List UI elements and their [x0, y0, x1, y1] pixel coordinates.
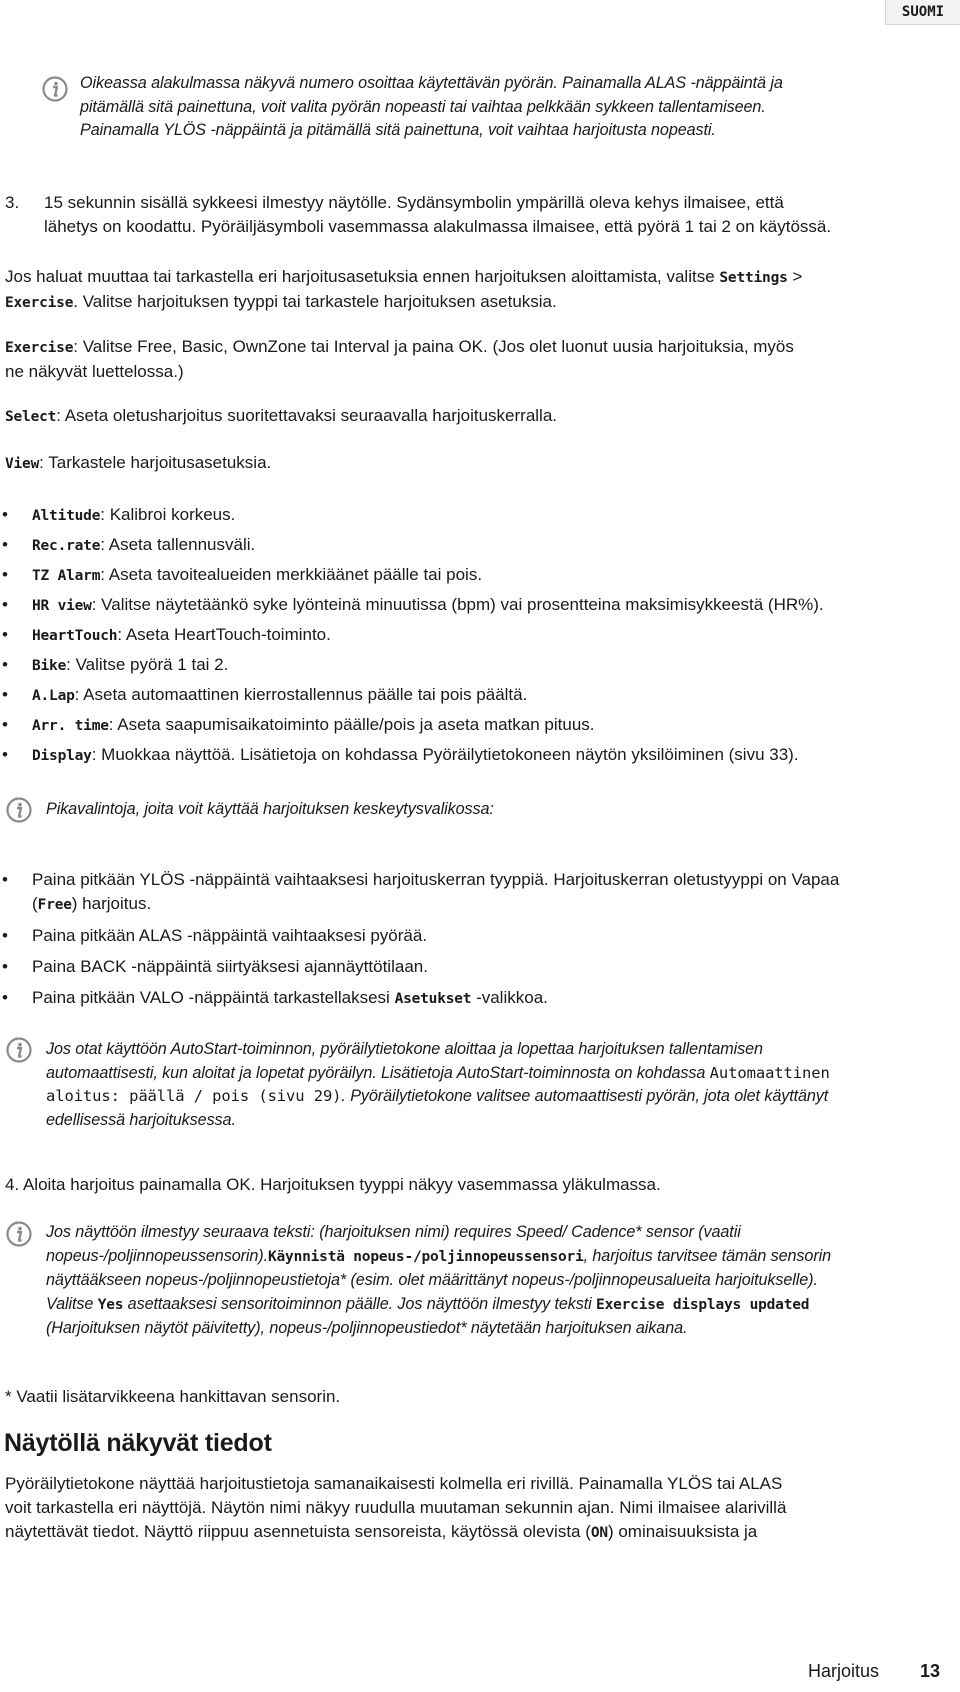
text: : Valitse näytetäänkö syke lyönteinä minuutissa (bpm) vai prosentteina maksimisykkeestä (HR%).	[91, 595, 824, 614]
menu-term-settings: Settings	[719, 270, 788, 286]
info-icon	[6, 1221, 30, 1245]
text: : Muokkaa näyttöä. Lisätietoja on kohdassa Pyöräilytietokoneen näytön yksilöiminen (sivu 33).	[91, 745, 799, 764]
settings-paragraph	[5, 265, 950, 315]
text-line: voit tarkastella eri näyttöjä. Näytön nimi näkyy ruudulla muutaman sekunnin ajan. Nimi ilmaisee alarivillä	[5, 1498, 787, 1517]
note-line: pitämällä sitä painettuna, voit valita pyörän nopeasti tai vaihtaa pelkkään sykkeen tallentamiseen.	[80, 97, 766, 116]
note-line: Jos näyttöön ilmestyy seuraava teksti: (harjoituksen nimi) requires Speed/ Cadence* sensor (vaatii	[46, 1223, 741, 1241]
menu-term: Altitude	[32, 508, 101, 524]
note-autostart	[46, 1038, 951, 1132]
menu-term-asetukset: Asetukset	[394, 991, 472, 1007]
menu-term-exercise: Exercise	[5, 295, 74, 311]
list-item: • Display: Muokkaa näyttöä. Lisätietoja on kohdassa Pyöräilytietokoneen näytön yksilöiminen (sivu 33).	[2, 745, 799, 764]
note-shortcuts-title: Pikavalintoja, joita voit käyttää harjoituksen keskeytysvalikossa:	[46, 800, 494, 818]
list-item: • Arr. time: Aseta saapumisaikatoiminto päälle/pois ja aseta matkan pituus.	[2, 715, 595, 734]
menu-term-free: Free	[37, 897, 72, 913]
text: ) harjoitus.	[71, 894, 152, 913]
display-message: Exercise displays updated	[596, 1296, 810, 1313]
text: : Aseta tavoitealueiden merkkiäänet päälle tai pois.	[100, 565, 483, 584]
list-item: • Paina pitkään YLÖS -näppäintä vaihtaaksesi harjoituskerran tyyppiä. Harjoituskerran oletustyyppi on Vapaa (Free) harjoitus.	[0, 868, 950, 917]
text: , harjoitus tarvitsee tämän sensorin	[583, 1246, 832, 1265]
link-reference: aloitus: päällä / pois (sivu 29)	[46, 1087, 342, 1105]
text: Valitse	[46, 1294, 98, 1313]
text-line	[5, 1520, 955, 1545]
note-line: Painamalla YLÖS -näppäintä ja pitämällä sitä painettuna, voit vaihtaa harjoitusta nopeasti.	[80, 121, 716, 139]
note-line: näyttääkseen nopeus-/poljinnopeustietoja* (esim. olet määrittänyt nopeus-/poljinnopeusalueita harjoitukselle).	[46, 1271, 818, 1289]
list-item: • HeartTouch: Aseta HeartTouch-toiminto.	[2, 625, 331, 644]
menu-term-select: Select	[5, 409, 57, 425]
step-4-text: 4. Aloita harjoitus painamalla OK. Harjoituksen tyyppi näkyy vasemmassa yläkulmassa.	[5, 1175, 661, 1194]
note-line: Oikeassa alakulmassa näkyvä numero osoittaa käytettävän pyörän. Painamalla ALAS -näppäintä ja	[80, 74, 783, 92]
text: nopeus-/poljinnopeussensorin).	[46, 1246, 268, 1265]
text: : Aseta saapumisaikatoiminto päälle/pois ja aseta matkan pituus.	[108, 715, 595, 734]
footer-chapter-label: Harjoitus	[808, 1661, 880, 1681]
step-3-text	[44, 191, 944, 239]
note-line	[46, 1245, 951, 1270]
text: (	[32, 894, 38, 913]
note-line: Jos otat käyttöön AutoStart-toiminnon, pyöräilytietokone aloittaa ja lopettaa harjoituksen tallentamisen	[46, 1040, 763, 1058]
menu-term-exercise: Exercise	[5, 340, 74, 356]
separator: >	[787, 267, 803, 286]
text: Paina pitkään VALO -näppäintä tarkastellaksesi	[32, 988, 395, 1007]
link-reference: Automaattinen	[709, 1063, 830, 1082]
info-icon	[6, 797, 30, 821]
menu-term-yes: Yes	[97, 1296, 124, 1313]
note-line	[46, 1062, 951, 1086]
note-line: (Harjoituksen näytöt päivitetty), nopeus-/poljinnopeustiedot* näytetään harjoituksen aikana.	[46, 1319, 688, 1337]
list-item: • Rec.rate: Aseta tallennusväli.	[2, 535, 256, 554]
text: Paina BACK -näppäintä siirtyäksesi ajannäyttötilaan.	[32, 957, 428, 976]
text-line: Pyöräilytietokone näyttää harjoitustietoja samanaikaisesti kolmella eri rivillä. Painamalla YLÖS tai ALAS	[5, 1474, 783, 1493]
view-paragraph	[5, 451, 271, 476]
shortcut-list	[0, 868, 950, 1011]
info-icon	[6, 1037, 30, 1061]
page-number: 13	[920, 1661, 941, 1681]
note-line	[46, 1293, 951, 1318]
select-paragraph	[5, 404, 557, 429]
note-line	[46, 1085, 951, 1109]
list-item: • Altitude: Kalibroi korkeus.	[2, 505, 236, 524]
text-line: 15 sekunnin sisällä sykkeesi ilmestyy näytölle. Sydänsymbolin ympärillä oleva kehys ilmaisee, että	[44, 193, 784, 212]
text: automaattisesti, kun aloitat ja lopetat pyöräilyn. Lisätietoja AutoStart-toiminnosta on kohdassa	[46, 1063, 710, 1082]
text-line	[5, 335, 950, 360]
menu-term: HeartTouch	[32, 628, 118, 644]
text: ) ominaisuuksista ja	[607, 1522, 758, 1541]
text-line	[5, 265, 950, 290]
list-item: • Paina pitkään ALAS -näppäintä vaihtaaksesi pyörää.	[2, 926, 428, 945]
text-line: lähetys on koodattu. Pyöräiljäsymboli vasemmassa alakulmassa ilmaisee, että pyörä 1 tai 2 on käytössä.	[44, 217, 832, 236]
section-heading: Näytöllä näkyvät tiedot	[4, 1429, 272, 1457]
section-paragraph	[5, 1472, 955, 1545]
display-message: Käynnistä nopeus-/poljinnopeussensori	[267, 1248, 584, 1265]
menu-term: A.Lap	[32, 688, 75, 704]
list-item: • A.Lap: Aseta automaattinen kierrostallennus päälle tai pois päältä.	[2, 685, 528, 704]
menu-term: Bike	[32, 658, 67, 674]
exercise-paragraph	[5, 335, 950, 384]
text: : Valitse pyörä 1 tai 2.	[66, 655, 229, 674]
menu-term: TZ Alarm	[32, 568, 101, 584]
text-line: Paina pitkään YLÖS -näppäintä vaihtaaksesi harjoituskerran tyyppiä. Harjoituskerran oletustyyppi on Vapaa	[32, 870, 840, 889]
list-item: • TZ Alarm: Aseta tavoitealueiden merkkiäänet päälle tai pois.	[2, 565, 483, 584]
footnote: * Vaatii lisätarvikkeena hankittavan sensorin.	[5, 1387, 341, 1406]
text: : Aseta automaattinen kierrostallennus päälle tai pois päältä.	[74, 685, 528, 704]
menu-term-on: ON	[590, 1525, 608, 1541]
text-line	[32, 892, 950, 917]
text: : Tarkastele harjoitusasetuksia.	[39, 453, 272, 472]
text: Jos haluat muuttaa tai tarkastella eri harjoitusasetuksia ennen harjoituksen aloittamista, valitse	[5, 267, 720, 286]
text: näytettävät tiedot. Näyttö riippuu asennetuista sensoreista, käytössä olevista (	[5, 1522, 591, 1541]
info-icon	[42, 76, 66, 100]
text: : Aseta oletusharjoitus suoritettavaksi seuraavalla harjoituskerralla.	[56, 406, 557, 425]
step-number: 3.	[5, 193, 20, 212]
list-item: • Paina pitkään VALO -näppäintä tarkastellaksesi Asetukset -valikkoa.	[2, 988, 548, 1007]
text: : Aseta tallennusväli.	[100, 535, 256, 554]
menu-term: Rec.rate	[32, 538, 101, 554]
menu-term: Arr. time	[32, 718, 109, 734]
text-line	[5, 290, 950, 315]
text: -valikkoa.	[471, 988, 548, 1007]
list-item: • HR view: Valitse näytetäänkö syke lyönteinä minuutissa (bpm) vai prosentteina maksimisykkeestä (HR%).	[2, 595, 824, 614]
text: : Kalibroi korkeus.	[100, 505, 236, 524]
menu-term: HR view	[32, 598, 92, 614]
text-line: ne näkyvät luettelossa.)	[5, 362, 184, 381]
text: . Valitse harjoituksen tyyppi tai tarkastele harjoituksen asetuksia.	[73, 292, 557, 311]
text: asettaaksesi sensoritoiminnon päälle. Jos näyttöön ilmestyy teksti	[123, 1294, 597, 1313]
note-sensor	[46, 1221, 951, 1341]
text: Paina pitkään ALAS -näppäintä vaihtaaksesi pyörää.	[32, 926, 428, 945]
menu-term-view: View	[5, 456, 40, 472]
view-settings-list	[0, 503, 950, 768]
text: . Pyöräilytietokone valitsee automaattisesti pyörän, jota olet käyttänyt	[341, 1087, 829, 1105]
list-item: • Paina BACK -näppäintä siirtyäksesi ajannäyttötilaan.	[2, 957, 428, 976]
text: : Aseta HeartTouch-toiminto.	[117, 625, 331, 644]
note-line: edellisessä harjoituksessa.	[46, 1110, 236, 1129]
note-wheel-number	[80, 72, 940, 143]
list-item: • Bike: Valitse pyörä 1 tai 2.	[2, 655, 229, 674]
language-tab: SUOMI	[885, 0, 960, 25]
menu-term: Display	[32, 748, 92, 764]
text: : Valitse Free, Basic, OwnZone tai Interval ja paina OK. (Jos olet luonut uusia harjoituksia, myös	[73, 337, 794, 356]
